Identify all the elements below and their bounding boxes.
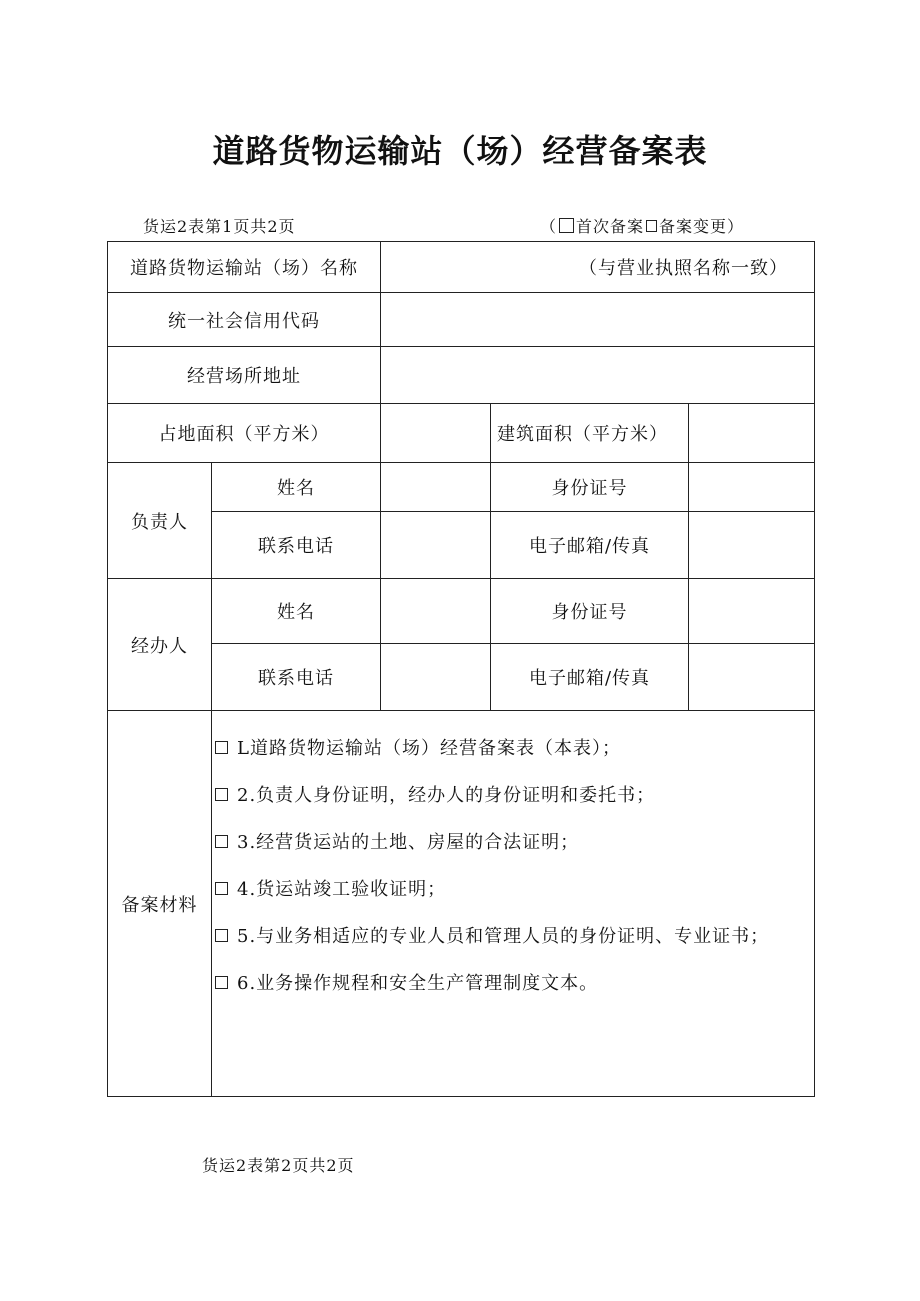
materials-label: 备案材料 — [108, 711, 212, 1097]
station-name-field[interactable] — [381, 242, 815, 293]
address-label: 经营场所地址 — [108, 347, 381, 404]
materials-list — [212, 711, 815, 1097]
responsible-email-field[interactable] — [689, 512, 815, 579]
material-item: 3.经营货运站的土地、房屋的合法证明； — [215, 819, 814, 866]
responsible-group-label: 负责人 — [108, 463, 212, 579]
material-item: 4.货运站竣工验收证明； — [215, 866, 814, 913]
handler-name-field[interactable] — [381, 579, 491, 644]
handler-group-label: 经办人 — [108, 579, 212, 711]
responsible-name-field[interactable] — [381, 463, 491, 512]
page-indicator: 货运2表第1页共2页 — [143, 217, 296, 236]
filing-close-paren: ） — [727, 217, 745, 236]
first-filing-checkbox[interactable] — [559, 218, 574, 233]
filing-change-label: 备案变更 — [659, 217, 728, 236]
responsible-name-label: 姓名 — [212, 463, 381, 512]
land-area-label: 占地面积（平方米） — [108, 404, 381, 463]
building-area-label: 建筑面积（平方米） — [491, 404, 689, 463]
responsible-email-label: 电子邮箱/传真 — [491, 512, 689, 579]
filing-form-table — [107, 241, 815, 1097]
material-item: 6.业务操作规程和安全生产管理制度文本。 — [215, 960, 814, 1007]
credit-code-label: 统一社会信用代码 — [108, 293, 381, 347]
building-area-field[interactable] — [689, 404, 815, 463]
handler-id-field[interactable] — [689, 579, 815, 644]
handler-phone-label: 联系电话 — [212, 644, 381, 711]
filing-open-paren: （ — [540, 217, 558, 236]
page-title: 道路货物运输站（场）经营备案表 — [212, 132, 708, 170]
responsible-phone-field[interactable] — [381, 512, 491, 579]
station-name-hint: （与营业执照名称一致） — [579, 258, 789, 279]
filing-change-checkbox[interactable] — [646, 220, 657, 232]
material-checkbox[interactable] — [215, 788, 228, 801]
handler-phone-field[interactable] — [381, 644, 491, 711]
responsible-phone-label: 联系电话 — [212, 512, 381, 579]
land-area-field[interactable] — [381, 404, 491, 463]
handler-id-label: 身份证号 — [491, 579, 689, 644]
material-item: 2.负责人身份证明，经办人的身份证明和委托书； — [215, 772, 814, 819]
filing-type-selector — [540, 214, 744, 237]
page2-indicator: 货运2表第2页共2页 — [202, 1156, 355, 1175]
handler-email-label: 电子邮箱/传真 — [491, 644, 689, 711]
handler-email-field[interactable] — [689, 644, 815, 711]
material-checkbox[interactable] — [215, 882, 228, 895]
address-field[interactable] — [381, 347, 815, 404]
responsible-id-field[interactable] — [689, 463, 815, 512]
handler-name-label: 姓名 — [212, 579, 381, 644]
station-name-label: 道路货物运输站（场）名称 — [108, 242, 381, 293]
material-checkbox[interactable] — [215, 976, 228, 989]
material-checkbox[interactable] — [215, 741, 228, 754]
material-item: 5.与业务相适应的专业人员和管理人员的身份证明、专业证书； — [215, 913, 775, 960]
first-filing-label: 首次备案 — [576, 217, 645, 236]
material-checkbox[interactable] — [215, 835, 228, 848]
responsible-id-label: 身份证号 — [491, 463, 689, 512]
material-item: L道路货物运输站（场）经营备案表（本表）； — [215, 725, 814, 772]
credit-code-field[interactable] — [381, 293, 815, 347]
material-checkbox[interactable] — [215, 929, 228, 942]
